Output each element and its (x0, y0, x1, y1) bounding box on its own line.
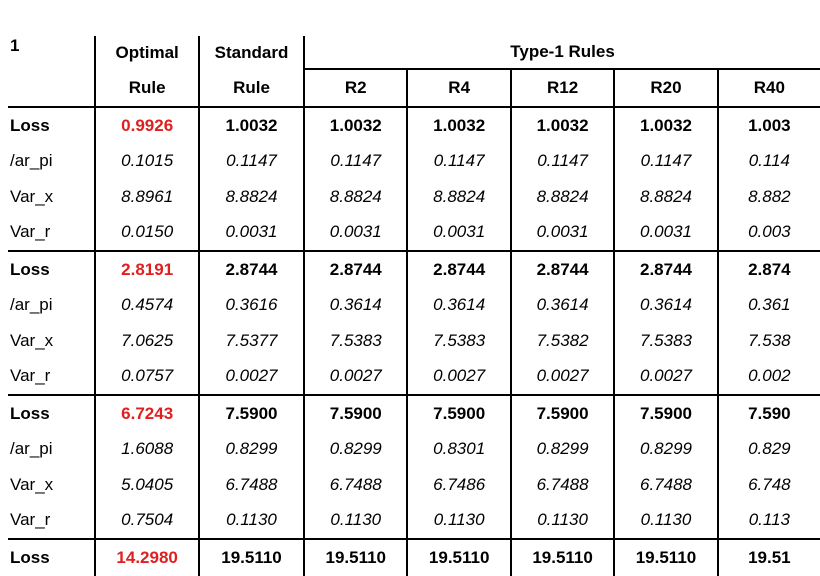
cell-standard: 1.0032 (199, 107, 304, 144)
variance-row (8, 467, 820, 503)
row-label: /ar_pi (10, 439, 53, 459)
cell-standard: 0.1147 (199, 144, 304, 180)
cell-r2: 2.8744 (304, 251, 407, 288)
cell-r40: 8.882 (718, 179, 820, 215)
cell-standard: 0.3616 (199, 288, 304, 324)
cell-r40: 19.51 (718, 539, 820, 576)
cell-standard: 0.1130 (199, 503, 304, 540)
cell-r12: 6.7488 (511, 467, 614, 503)
cell-r4: 0.1147 (407, 144, 510, 180)
cell-standard: 0.8299 (199, 432, 304, 468)
rule-header-r4: R4 (407, 69, 510, 107)
row-label: /ar_pi (10, 151, 53, 171)
cell-r2: 7.5383 (304, 323, 407, 359)
variance-row (8, 503, 820, 540)
cell-standard: 2.8744 (199, 251, 304, 288)
row-label: Loss (8, 107, 95, 144)
cell-r2: 0.3614 (304, 288, 407, 324)
cell-r20: 8.8824 (614, 179, 717, 215)
cell-r12: 0.3614 (511, 288, 614, 324)
cell-r20: 0.0031 (614, 215, 717, 252)
cell-optimal: 8.8961 (95, 179, 199, 215)
row-label: Var_r (10, 222, 51, 242)
type1-rules-header: Type-1 Rules (304, 36, 820, 69)
cell-r20: 0.1147 (614, 144, 717, 180)
cell-r2: 0.0031 (304, 215, 407, 252)
cell-r2: 0.0027 (304, 359, 407, 396)
cell-r12: 0.1147 (511, 144, 614, 180)
cell-r12: 1.0032 (511, 107, 614, 144)
loss-row (8, 539, 820, 576)
cell-standard: 19.5110 (199, 539, 304, 576)
cell-r4: 0.1130 (407, 503, 510, 540)
cell-optimal: 2.8191 (95, 251, 199, 288)
cell-r20: 0.8299 (614, 432, 717, 468)
cell-r12: 19.5110 (511, 539, 614, 576)
cell-r20: 6.7488 (614, 467, 717, 503)
cell-r12: 7.5900 (511, 395, 614, 432)
variance-row (8, 432, 820, 468)
cell-r40: 0.002 (718, 359, 820, 396)
cell-r20: 2.8744 (614, 251, 717, 288)
cell-r40: 7.590 (718, 395, 820, 432)
row-label: Var_x (10, 186, 54, 206)
cell-optimal: 6.7243 (95, 395, 199, 432)
cell-r40: 0.114 (718, 144, 820, 180)
cell-r2: 0.1130 (304, 503, 407, 540)
cell-r2: 19.5110 (304, 539, 407, 576)
cell-r4: 0.0031 (407, 215, 510, 252)
variance-row (8, 323, 820, 359)
row-label: Var_x (10, 330, 54, 350)
row-label: Loss (8, 251, 95, 288)
cell-r2: 0.8299 (304, 432, 407, 468)
cell-optimal: 0.7504 (95, 503, 199, 540)
cell-optimal: 0.0757 (95, 359, 199, 396)
optimal-rule-header-line2: Rule (95, 69, 199, 107)
cell-r4: 8.8824 (407, 179, 510, 215)
cell-optimal: 0.4574 (95, 288, 199, 324)
rule-header-r20: R20 (614, 69, 717, 107)
cell-r4: 0.8301 (407, 432, 510, 468)
cell-r20: 7.5900 (614, 395, 717, 432)
cell-r40: 7.538 (718, 323, 820, 359)
cell-r2: 6.7488 (304, 467, 407, 503)
cell-standard: 6.7488 (199, 467, 304, 503)
cell-r12: 2.8744 (511, 251, 614, 288)
standard-rule-header-line1: Standard (199, 36, 304, 69)
cell-r40: 6.748 (718, 467, 820, 503)
cell-optimal: 5.0405 (95, 467, 199, 503)
cell-r12: 7.5382 (511, 323, 614, 359)
rule-header-r12: R12 (511, 69, 614, 107)
cell-r2: 7.5900 (304, 395, 407, 432)
standard-rule-header-line2: Rule (199, 69, 304, 107)
cell-optimal: 7.0625 (95, 323, 199, 359)
cell-r40: 0.113 (718, 503, 820, 540)
variance-row (8, 144, 820, 180)
cell-r12: 0.1130 (511, 503, 614, 540)
variance-row (8, 215, 820, 252)
cell-r12: 8.8824 (511, 179, 614, 215)
table-number: 1 (10, 36, 20, 55)
cell-optimal: 0.1015 (95, 144, 199, 180)
cell-r40: 1.003 (718, 107, 820, 144)
cell-r4: 19.5110 (407, 539, 510, 576)
cell-r4: 7.5383 (407, 323, 510, 359)
cell-standard: 0.0027 (199, 359, 304, 396)
cell-r40: 0.829 (718, 432, 820, 468)
cell-r20: 0.1130 (614, 503, 717, 540)
loss-row (8, 107, 820, 144)
results-table (8, 36, 820, 576)
cell-standard: 7.5377 (199, 323, 304, 359)
cell-r20: 0.0027 (614, 359, 717, 396)
row-label: Var_r (10, 366, 51, 386)
header-row-2 (8, 69, 820, 107)
row-label: Loss (8, 395, 95, 432)
loss-row (8, 251, 820, 288)
variance-row (8, 288, 820, 324)
variance-row (8, 359, 820, 396)
cell-r4: 2.8744 (407, 251, 510, 288)
cell-r2: 0.1147 (304, 144, 407, 180)
cell-r12: 0.8299 (511, 432, 614, 468)
cell-r2: 8.8824 (304, 179, 407, 215)
loss-row (8, 395, 820, 432)
row-label: Loss (8, 539, 95, 576)
rule-header-r40: R40 (718, 69, 820, 107)
row-label: /ar_pi (10, 295, 53, 315)
cell-r40: 2.874 (718, 251, 820, 288)
cell-r12: 0.0027 (511, 359, 614, 396)
cell-standard: 8.8824 (199, 179, 304, 215)
cell-optimal: 0.9926 (95, 107, 199, 144)
row-label: Var_x (10, 474, 54, 494)
cell-r20: 1.0032 (614, 107, 717, 144)
cell-r4: 7.5900 (407, 395, 510, 432)
header-row-1 (8, 36, 820, 69)
cell-r4: 6.7486 (407, 467, 510, 503)
cell-r2: 1.0032 (304, 107, 407, 144)
cell-r40: 0.361 (718, 288, 820, 324)
rule-header-r2: R2 (304, 69, 407, 107)
cell-r12: 0.0031 (511, 215, 614, 252)
row-label: Var_r (10, 510, 51, 530)
cell-optimal: 1.6088 (95, 432, 199, 468)
optimal-rule-header-line1: Optimal (95, 36, 199, 69)
cell-r4: 1.0032 (407, 107, 510, 144)
cell-optimal: 0.0150 (95, 215, 199, 252)
cell-r4: 0.0027 (407, 359, 510, 396)
cell-r20: 7.5383 (614, 323, 717, 359)
cell-r40: 0.003 (718, 215, 820, 252)
cell-r4: 0.3614 (407, 288, 510, 324)
cell-r20: 19.5110 (614, 539, 717, 576)
cell-optimal: 14.2980 (95, 539, 199, 576)
cell-r20: 0.3614 (614, 288, 717, 324)
cell-standard: 7.5900 (199, 395, 304, 432)
variance-row (8, 179, 820, 215)
cell-standard: 0.0031 (199, 215, 304, 252)
